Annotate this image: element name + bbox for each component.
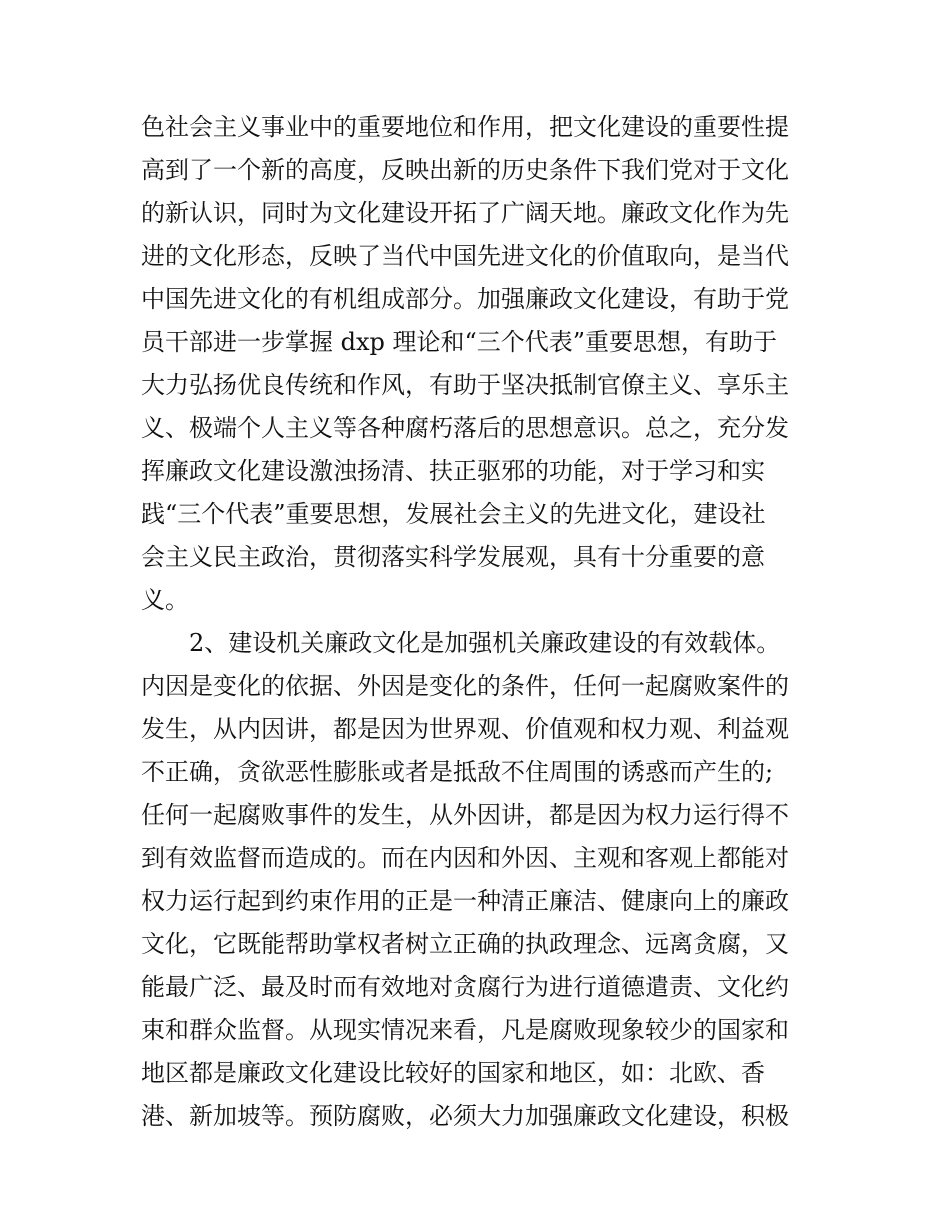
text-line: 到有效监督而造成的。而在内因和外因、主观和客观上都能对 xyxy=(141,844,789,872)
text-line: 不正确，贪欲恶性膨胀或者是抵敌不住周围的诱惑而产生的; xyxy=(141,758,774,786)
text-line: 色社会主义事业中的重要地位和作用，把文化建设的重要性提 xyxy=(141,113,789,141)
text-line: 能最广泛、最及时而有效地对贪腐行为进行道德遣责、文化约 xyxy=(141,973,789,1001)
text-line: 高到了一个新的高度，反映出新的历史条件下我们党对于文化 xyxy=(141,156,789,184)
text-line: 中国先进文化的有机组成部分。加强廉政文化建设，有助于党 xyxy=(141,285,789,313)
text-line: 任何一起腐败事件的发生，从外因讲，都是因为权力运行得不 xyxy=(141,801,789,829)
text-line: 地区都是廉政文化建设比较好的国家和地区，如：北欧、香 xyxy=(141,1059,765,1087)
text-line: 束和群众监督。从现实情况来看，凡是腐败现象较少的国家和 xyxy=(141,1016,789,1044)
text-line: 的新认识，同时为文化建设开拓了广阔天地。廉政文化作为先 xyxy=(141,199,789,227)
text-line: 文化，它既能帮助掌权者树立正确的执政理念、远离贪腐，又 xyxy=(141,930,789,958)
paragraph-heading-line: 2、建设机关廉政文化是加强机关廉政建设的有效载体。 xyxy=(189,629,781,657)
text-line: 进的文化形态，反映了当代中国先进文化的价值取向，是当代 xyxy=(141,242,789,270)
text-line: 员干部进一步掌握 dxp 理论和“三个代表”重要思想，有助于 xyxy=(141,328,778,356)
text-line: 挥廉政文化建设激浊扬清、扶正驱邪的功能，对于学习和实 xyxy=(141,457,765,485)
text-line: 发生，从内因讲，都是因为世界观、价值观和权力观、利益观 xyxy=(141,715,789,743)
text-line: 义。 xyxy=(141,586,189,614)
paragraph xyxy=(141,106,821,622)
text-line: 会主义民主政治，贯彻落实科学发展观，具有十分重要的意 xyxy=(141,543,765,571)
text-line: 践“三个代表”重要思想，发展社会主义的先进文化，建设社 xyxy=(141,500,766,528)
document-body xyxy=(141,106,821,1138)
text-line: 权力运行起到约束作用的正是一种清正廉洁、健康向上的廉政 xyxy=(141,887,789,915)
text-line: 大力弘扬优良传统和作风，有助于坚决抵制官僚主义、享乐主 xyxy=(141,371,789,399)
paragraph xyxy=(141,622,821,1138)
text-line: 港、新加坡等。预防腐败，必须大力加强廉政文化建设，积极 xyxy=(141,1102,789,1130)
text-line: 义、极端个人主义等各种腐朽落后的思想意识。总之，充分发 xyxy=(141,414,789,442)
text-line: 内因是变化的依据、外因是变化的条件，任何一起腐败案件的 xyxy=(141,672,789,700)
